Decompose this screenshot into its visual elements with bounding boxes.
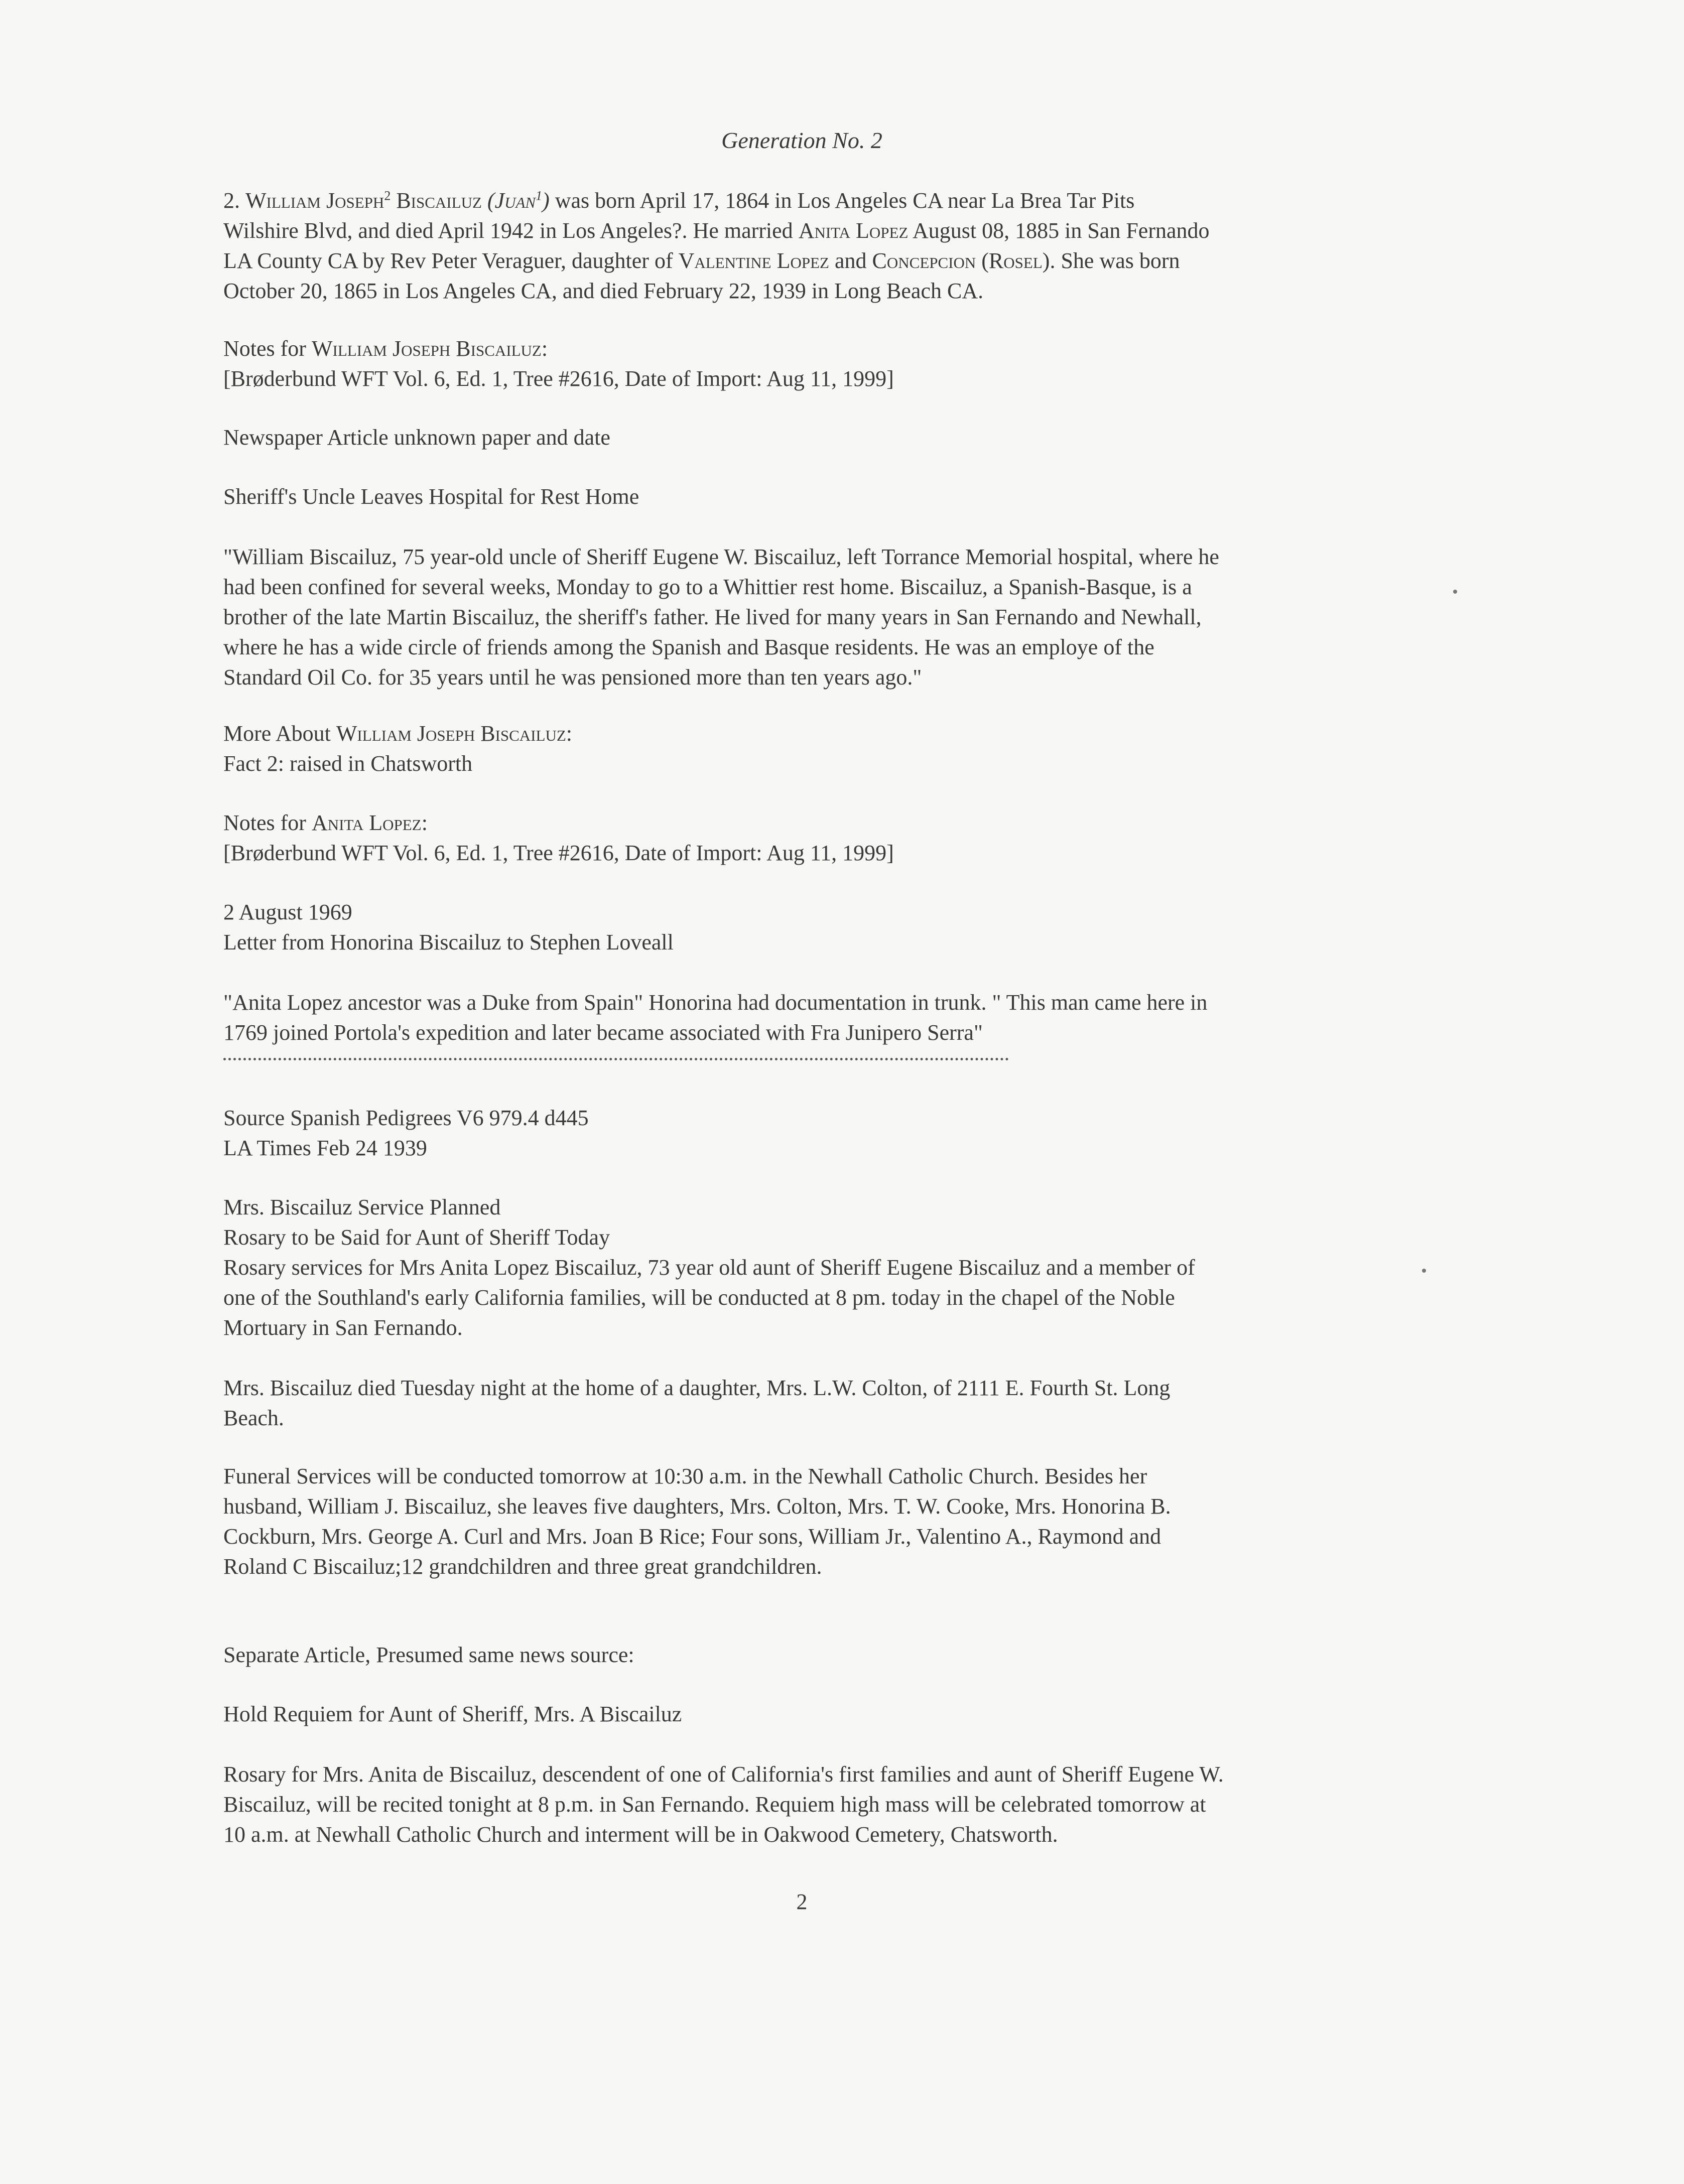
generation-title: Generation No. 2 — [721, 127, 882, 153]
letter-quote-line: "Anita Lopez ancestor was a Duke from Spain" Honorina had documentation in trunk. " This man came here in — [223, 990, 1208, 1015]
more-about-prefix: More About — [223, 721, 331, 746]
article1-line: where he has a wide circle of friends among the Spanish and Basque residents. He was an employe of the — [223, 635, 1154, 659]
entry-surname: Biscailuz — [396, 188, 482, 213]
entry-line-1 — [223, 186, 1378, 216]
article3-line: 10 a.m. at Newhall Catholic Church and interment will be in Oakwood Cemetery, Chatsworth. — [223, 1822, 1058, 1847]
newspaper-intro: Newspaper Article unknown paper and date — [223, 425, 610, 450]
generation-sup: 2 — [384, 188, 391, 203]
article3-headline: Hold Requiem for Aunt of Sheriff, Mrs. A Biscailuz — [223, 1702, 682, 1726]
letter-info — [223, 897, 1378, 958]
entry-mother: Concepcion (Rosel) — [872, 248, 1050, 273]
notes-anita-prefix: Notes for — [223, 810, 306, 835]
article2-funeral-line: Roland C Biscailuz;12 grandchildren and three great grandchildren. — [223, 1554, 822, 1579]
source-info — [223, 1103, 1378, 1163]
source-line-2: LA Times Feb 24 1939 — [223, 1136, 427, 1160]
parent-sup: 1 — [536, 188, 543, 203]
article3-body — [223, 1759, 1378, 1850]
article1-line: "William Biscailuz, 75 year-old uncle of Sheriff Eugene W. Biscailuz, left Torrance Memorial hospital, where he — [223, 544, 1219, 569]
entry-line2-a: Wilshire Blvd, and died April 1942 in Los Angeles?. He married — [223, 218, 793, 243]
article2 — [223, 1192, 1378, 1343]
notes-william-suffix: : — [541, 336, 548, 361]
letter-description: Letter from Honorina Biscailuz to Stephen Loveall — [223, 930, 674, 954]
article2-death-line: Mrs. Biscailuz died Tuesday night at the home of a daughter, Mrs. L.W. Colton, of 2111 E. Fourth St. Long — [223, 1376, 1171, 1400]
notes-anita-heading — [223, 808, 1378, 838]
article2-headline-1: Mrs. Biscailuz Service Planned — [223, 1195, 501, 1219]
article1-body — [223, 542, 1378, 693]
entry-line2-b: August 08, 1885 in San Fernando — [912, 218, 1210, 243]
notes-william-import: [Brøderbund WFT Vol. 6, Ed. 1, Tree #2616, Date of Import: Aug 11, 1999] — [223, 366, 894, 391]
article2-death — [223, 1373, 1378, 1433]
more-about-name: William Joseph Biscailuz — [336, 721, 566, 746]
entry-line-4: October 20, 1865 in Los Angeles CA, and died February 22, 1939 in Long Beach CA. — [223, 279, 984, 303]
entry-line-3 — [223, 246, 1378, 276]
letter-quote-line: 1769 joined Portola's expedition and later became associated with Fra Junipero Serra" — [223, 1020, 983, 1045]
article2-funeral — [223, 1461, 1378, 1582]
separate-article: Separate Article, Presumed same news source: — [223, 1643, 634, 1667]
source-line-1: Source Spanish Pedigrees V6 979.4 d445 — [223, 1106, 589, 1130]
entry-number: 2. — [223, 188, 240, 213]
more-about-suffix: : — [566, 721, 572, 746]
article2-funeral-line: husband, William J. Biscailuz, she leaves five daughters, Mrs. Colton, Mrs. T. W. Cooke, Mrs. Honorina B. — [223, 1494, 1171, 1519]
entry-parent-close: ) — [542, 188, 550, 213]
entry-line3-a: LA County CA by Rev Peter Veraguer, daughter of — [223, 248, 673, 273]
article2-headline-2: Rosary to be Said for Aunt of Sheriff Today — [223, 1225, 610, 1250]
entry-father: Valentine Lopez — [678, 248, 829, 273]
article1-line: Standard Oil Co. for 35 years until he was pensioned more than ten years ago." — [223, 665, 922, 690]
notes-anita-name: Anita Lopez — [311, 810, 422, 835]
notes-william-prefix: Notes for — [223, 336, 306, 361]
entry-line3-and: and — [835, 248, 867, 273]
scan-speck — [1453, 590, 1457, 594]
entry-line3-b: . She was born — [1050, 248, 1180, 273]
article2-funeral-line: Cockburn, Mrs. George A. Curl and Mrs. Joan B Rice; Four sons, William Jr., Valentino A., Raymond and — [223, 1524, 1161, 1549]
entry-line-2 — [223, 216, 1378, 246]
notes-anita-import: [Brøderbund WFT Vol. 6, Ed. 1, Tree #2616, Date of Import: Aug 11, 1999] — [223, 841, 894, 865]
scan-speck — [1422, 1269, 1426, 1273]
article1-headline: Sheriff's Uncle Leaves Hospital for Rest Home — [223, 484, 639, 509]
article2-line: Mortuary in San Fernando. — [223, 1315, 463, 1340]
article1-line: had been confined for several weeks, Monday to go to a Whittier rest home. Biscailuz, a Spanish-Basque, is a — [223, 575, 1192, 599]
more-about — [223, 719, 1378, 779]
article2-line: one of the Southland's early California families, will be conducted at 8 pm. today in the chapel of the Noble — [223, 1285, 1175, 1310]
entry-line1-rest: was born April 17, 1864 in Los Angeles CA near La Brea Tar Pits — [555, 188, 1135, 213]
entry-paragraph — [223, 186, 1378, 306]
more-about-fact: Fact 2: raised in Chatsworth — [223, 751, 473, 776]
article3-line: Rosary for Mrs. Anita de Biscailuz, descendent of one of California's first families and aunt of Sheriff Eugene W. — [223, 1762, 1224, 1787]
article2-death-line: Beach. — [223, 1406, 284, 1430]
article2-funeral-line: Funeral Services will be conducted tomorrow at 10:30 a.m. in the Newhall Catholic Church. Besides her — [223, 1464, 1147, 1488]
entry-spouse: Anita Lopez — [798, 218, 909, 243]
entry-name: William Joseph — [245, 188, 384, 213]
article2-line: Rosary services for Mrs Anita Lopez Biscailuz, 73 year old aunt of Sheriff Eugene Biscailuz and a member of — [223, 1255, 1195, 1280]
page-number: 2 — [796, 1889, 808, 1914]
notes-anita — [223, 808, 1378, 868]
dotted-divider — [223, 1048, 1009, 1060]
article1-line: brother of the late Martin Biscailuz, the sheriff's father. He lived for many years in San Fernando and Newhall, — [223, 605, 1202, 629]
article3-line: Biscailuz, will be recited tonight at 8 p.m. in San Fernando. Requiem high mass will be celebrated tomorrow at — [223, 1792, 1206, 1817]
notes-william — [223, 334, 1378, 394]
letter-date: 2 August 1969 — [223, 900, 352, 924]
notes-william-heading — [223, 334, 1378, 364]
letter-quote — [223, 988, 1378, 1060]
notes-anita-suffix: : — [421, 810, 428, 835]
more-about-heading — [223, 719, 1378, 749]
entry-parent: (Juan — [487, 188, 536, 213]
notes-william-name: William Joseph Biscailuz — [311, 336, 542, 361]
